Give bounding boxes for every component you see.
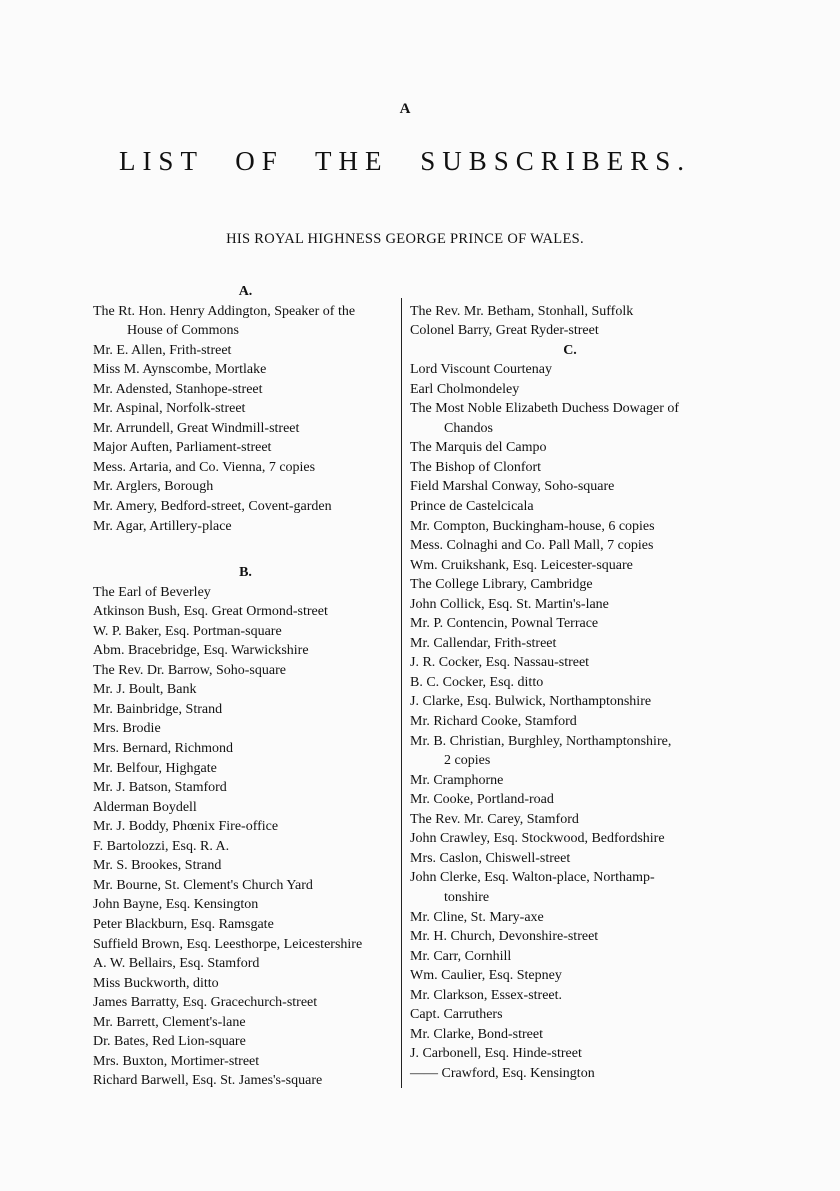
- column-divider: [401, 298, 402, 1088]
- subscriber-entry: Mr. J. Batson, Stamford: [93, 780, 227, 796]
- subscriber-entry-continuation: 2 copies: [444, 753, 491, 769]
- subscriber-entry: Mr. Arglers, Borough: [93, 479, 214, 495]
- subscriber-entry: Mr. Bainbridge, Strand: [93, 701, 223, 717]
- subscriber-entry: Mrs. Buxton, Mortimer-street: [93, 1053, 260, 1069]
- subscriber-entry: Abm. Bracebridge, Esq. Warwickshire: [93, 643, 309, 659]
- subscriber-entry: Mr. Clarkson, Essex-street.: [410, 987, 563, 1003]
- subscriber-entry: James Barratty, Esq. Gracechurch-street: [93, 995, 318, 1011]
- subscriber-entry: Mr. Bourne, St. Clement's Church Yard: [93, 877, 313, 893]
- subscriber-entry: The Rev. Mr. Betham, Stonhall, Suffolk: [410, 303, 634, 319]
- subscriber-entry: Mr. Cline, St. Mary-axe: [410, 909, 544, 925]
- subscriber-entry: Mr. Callendar, Frith-street: [410, 635, 557, 651]
- subscriber-entry-continuation: House of Commons: [127, 323, 239, 339]
- page-title: LIST OF THE SUBSCRIBERS.: [118, 146, 692, 176]
- royal-patron-heading: HIS ROYAL HIGHNESS GEORGE PRINCE OF WALES.: [226, 231, 584, 247]
- subscriber-entry: Mr. Cooke, Portland-road: [410, 792, 554, 808]
- subscriber-entry: J. R. Cocker, Esq. Nassau-street: [410, 655, 590, 671]
- subscriber-entry: Earl Cholmondeley: [410, 381, 520, 397]
- subscriber-entry: The Most Noble Elizabeth Duchess Dowager of: [410, 401, 680, 417]
- subscriber-entry: Mrs. Bernard, Richmond: [93, 741, 233, 757]
- left-column: [93, 282, 398, 1091]
- subscriber-entry: Mrs. Brodie: [93, 721, 161, 737]
- subscriber-entry: Mr. B. Christian, Burghley, Northamptonshire,: [410, 733, 672, 749]
- subscriber-entry: The Earl of Beverley: [93, 584, 211, 600]
- subscriber-entry: Miss M. Aynscombe, Mortlake: [93, 362, 267, 378]
- subscriber-entry: F. Bartolozzi, Esq. R. A.: [93, 838, 230, 854]
- subscriber-entry: Suffield Brown, Esq. Leesthorpe, Leicestershire: [93, 936, 363, 952]
- subscriber-entry: Mr. P. Contencin, Pownal Terrace: [410, 616, 599, 632]
- subscriber-entry: J. Carbonell, Esq. Hinde-street: [410, 1046, 582, 1062]
- subscriber-entry: Mess. Colnaghi and Co. Pall Mall, 7 copies: [410, 538, 654, 554]
- section-heading: A.: [238, 284, 253, 299]
- subscriber-entry: John Clerke, Esq. Walton-place, Northamp-: [410, 870, 655, 886]
- subscriber-entry: —— Crawford, Esq. Kensington: [410, 1065, 595, 1081]
- section-heading: B.: [239, 565, 252, 581]
- subscriber-entry: Capt. Carruthers: [410, 1007, 503, 1023]
- subscriber-entry: Mr. Cramphorne: [410, 772, 504, 788]
- subscriber-entry: Mess. Artaria, and Co. Vienna, 7 copies: [93, 459, 316, 475]
- subscriber-entry: Mr. Adensted, Stanhope-street: [93, 381, 263, 397]
- signature-letter: A: [399, 101, 411, 117]
- subscriber-entry: John Bayne, Esq. Kensington: [93, 897, 259, 913]
- subscriber-entry: Atkinson Bush, Esq. Great Ormond-street: [93, 604, 328, 620]
- subscriber-entry: John Crawley, Esq. Stockwood, Bedfordshire: [410, 831, 665, 847]
- subscriber-entry: The Rev. Dr. Barrow, Soho-square: [93, 662, 286, 678]
- subscriber-entry: Mr. S. Brookes, Strand: [93, 858, 222, 874]
- subscriber-entry: Richard Barwell, Esq. St. James's-square: [93, 1073, 323, 1089]
- subscriber-entry-continuation: Chandos: [444, 420, 493, 436]
- subscriber-entry: The Marquis del Campo: [410, 440, 547, 456]
- subscriber-entry: Dr. Bates, Red Lion-square: [93, 1034, 246, 1050]
- subscriber-entry: The Rt. Hon. Henry Addington, Speaker of the: [93, 303, 356, 319]
- subscriber-entry: Mr. Agar, Artillery-place: [93, 518, 232, 534]
- subscriber-entry: Wm. Cruikshank, Esq. Leicester-square: [410, 557, 633, 573]
- section-heading: C.: [563, 342, 577, 358]
- subscriber-entry: Miss Buckworth, ditto: [93, 975, 219, 991]
- subscriber-entry: The College Library, Cambridge: [410, 577, 593, 593]
- subscriber-entry: Mr. J. Boddy, Phœnix Fire-office: [93, 819, 279, 835]
- subscriber-entry: W. P. Baker, Esq. Portman-square: [93, 623, 282, 639]
- subscriber-entry: A. W. Bellairs, Esq. Stamford: [93, 956, 260, 972]
- subscriber-entry: Mr. J. Boult, Bank: [93, 682, 197, 698]
- subscriber-entry: Mr. Arrundell, Great Windmill-street: [93, 420, 300, 436]
- subscriber-entry: Prince de Castelcicala: [410, 499, 534, 515]
- subscriber-entry: John Collick, Esq. St. Martin's-lane: [410, 596, 609, 612]
- subscriber-entry: Major Auften, Parliament-street: [93, 440, 272, 456]
- subscriber-entry: Mrs. Caslon, Chiswell-street: [410, 850, 571, 866]
- subscriber-entry: Alderman Boydell: [93, 799, 197, 815]
- right-column: [410, 282, 730, 1083]
- subscriber-entry: Wm. Caulier, Esq. Stepney: [410, 968, 562, 984]
- subscriber-entry: Mr. Carr, Cornhill: [410, 948, 512, 964]
- section-gap: [93, 536, 398, 563]
- subscriber-entry: Mr. Amery, Bedford-street, Covent-garden: [93, 499, 332, 515]
- subscriber-entry: Lord Viscount Courtenay: [410, 362, 552, 378]
- subscriber-entry: Colonel Barry, Great Ryder-street: [410, 323, 599, 339]
- subscriber-entry: The Bishop of Clonfort: [410, 459, 542, 475]
- subscriber-entry: Mr. Belfour, Highgate: [93, 760, 217, 776]
- subscriber-entry-continuation: tonshire: [444, 889, 490, 905]
- subscriber-entry: Mr. Richard Cooke, Stamford: [410, 714, 577, 730]
- column-spacer: [410, 282, 730, 302]
- subscriber-entry: Mr. Compton, Buckingham-house, 6 copies: [410, 518, 655, 534]
- subscriber-entry: J. Clarke, Esq. Bulwick, Northamptonshire: [410, 694, 652, 710]
- subscriber-entry: Field Marshal Conway, Soho-square: [410, 479, 615, 495]
- subscriber-entry: B. C. Cocker, Esq. ditto: [410, 674, 544, 690]
- subscriber-entry: The Rev. Mr. Carey, Stamford: [410, 811, 579, 827]
- subscriber-entry: Mr. Aspinal, Norfolk-street: [93, 401, 246, 417]
- subscriber-entry: Mr. H. Church, Devonshire-street: [410, 929, 599, 945]
- subscriber-entry: Mr. Barrett, Clement's-lane: [93, 1014, 246, 1030]
- subscriber-entry: Mr. E. Allen, Frith-street: [93, 342, 232, 358]
- subscriber-entry: Mr. Clarke, Bond-street: [410, 1026, 543, 1042]
- subscriber-entry: Peter Blackburn, Esq. Ramsgate: [93, 916, 274, 932]
